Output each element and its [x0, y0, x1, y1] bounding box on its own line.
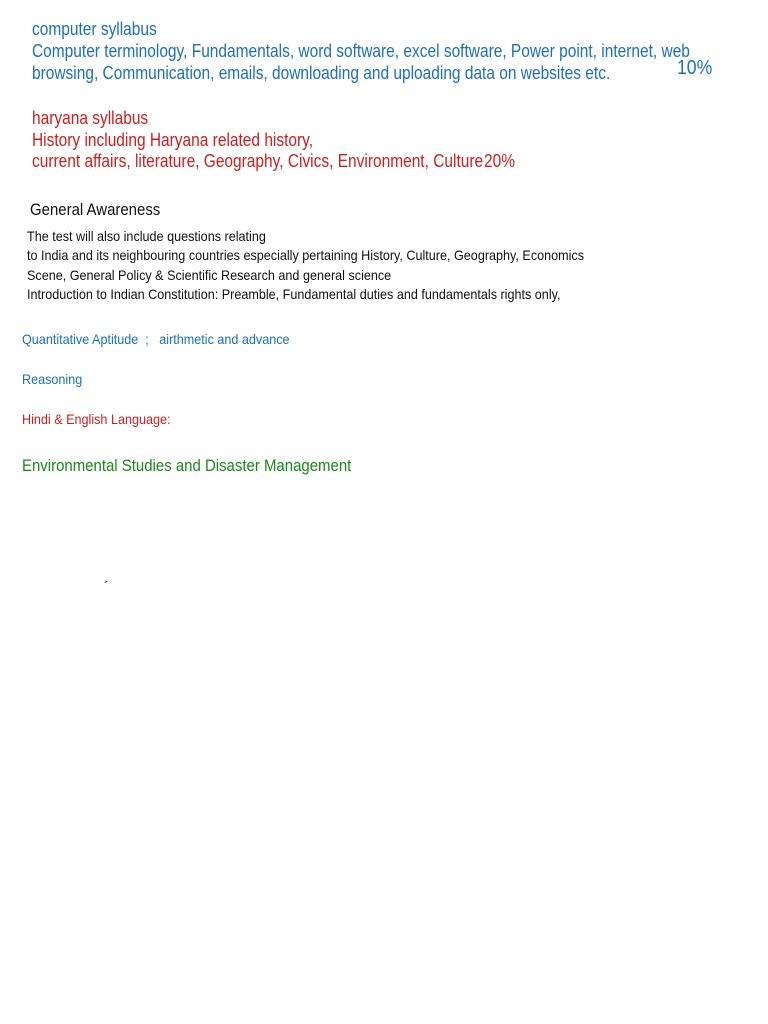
environmental-studies-section: Environmental Studies and Disaster Management [22, 456, 352, 475]
stray-mark: ´ [104, 578, 109, 594]
general-awareness-line-1: The test will also include questions relating [27, 228, 266, 244]
computer-syllabus-line-1: Computer terminology, Fundamentals, word software, excel software, Power point, internet, web [32, 41, 690, 61]
haryana-syllabus-line-2: current affairs, literature, Geography, Civics, Environment, Culture [32, 151, 484, 171]
reasoning-section: Reasoning [22, 371, 83, 387]
haryana-syllabus-line-1: History including Haryana related history, [32, 130, 314, 150]
computer-weight: 10% [677, 57, 713, 79]
general-awareness-heading: General Awareness [30, 200, 161, 219]
computer-syllabus-heading: computer syllabus [32, 19, 157, 39]
computer-syllabus-line-2: browsing, Communication, emails, downloading and uploading data on websites etc. [32, 63, 611, 83]
general-awareness-line-3: Scene, General Policy & Scientific Research and general science [27, 267, 392, 283]
haryana-syllabus-heading: haryana syllabus [32, 108, 149, 128]
language-section: Hindi & English Language: [22, 411, 171, 427]
haryana-weight: 20% [484, 151, 515, 171]
quantitative-aptitude-section: Quantitative Aptitude ; airthmetic and advance [22, 331, 290, 347]
general-awareness-line-4: Introduction to Indian Constitution: Preamble, Fundamental duties and fundamentals rights only, [27, 286, 561, 302]
general-awareness-line-2: to India and its neighbouring countries especially pertaining History, Culture, Geography, Economics [27, 247, 585, 263]
